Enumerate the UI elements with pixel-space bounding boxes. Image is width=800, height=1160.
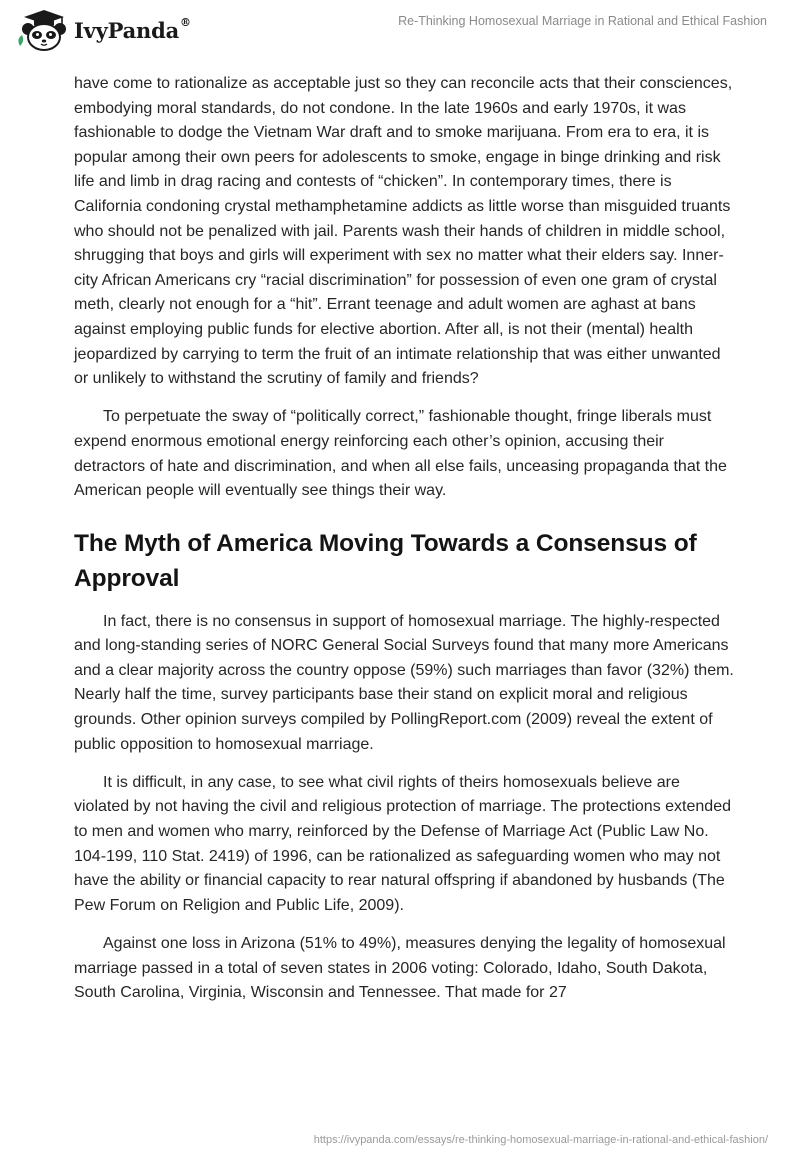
brand-logo[interactable] bbox=[14, 8, 191, 52]
body-paragraph: In fact, there is no consensus in support of homosexual marriage. The highly-respected and long-standing series of NORC General Social Surveys found that many more Americans and a clear majority across the country oppose (59%) such marriages than favor (32%) them. Nearly half the time, survey participants base their stand on explicit moral and religious grounds. Other opinion surveys compiled by PollingReport.com (2009) reveal the extent of public opposition to homosexual marriage. bbox=[74, 612, 734, 753]
brand-name: IvyPanda® bbox=[74, 15, 191, 43]
page-header bbox=[0, 0, 800, 64]
body-paragraph: Against one loss in Arizona (51% to 49%), measures denying the legality of homosexual marriage passed in a total of seven states in 2006 voting: Colorado, Idaho, South Dakota, South Carolina, Virginia, Wisconsin and Tennessee. That made for 27 bbox=[74, 935, 726, 1002]
panda-logo-icon bbox=[14, 8, 70, 52]
body-paragraph: have come to rationalize as acceptable just so they can reconcile acts that their consciences, embodying moral standards, do not condone. In the late 1960s and early 1970s, it was fashionable to dodge the Vietnam War draft and to smoke marijuana. From era to era, it is popular among their own peers for adolescents to smoke, engage in binge drinking and risk life and limb in drag racing and contests of “chicken”. In contemporary times, there is California condoning crystal methamphetamine addicts as little worse than misguided truants who should not be penalized with jail. Parents wash their hands of children in middle school, shrugging that boys and girls will experiment with sex no matter what their elders say. Inner-city African Americans cry “racial discrimination” for possession of even one gram of crystal meth, clearly not enough for a “hit”. Errant teenage and adult women are aghast at bans against employing public funds for elective abortion. After all, is not their (mental) health jeopardized by carrying to term the fruit of an intimate relationship that was either unwanted or unlikely to withstand the scrutiny of family and friends? bbox=[74, 75, 733, 388]
body-paragraph: To perpetuate the sway of “politically correct,” fashionable thought, fringe liberals must expend enormous emotional energy reinforcing each other’s opinion, accusing their detractors of hate and discrimination, and when all else fails, unceasing propaganda that the American people will eventually see things their way. bbox=[74, 408, 727, 500]
document-title: Re-Thinking Homosexual Marriage in Rational and Ethical Fashion bbox=[398, 14, 767, 28]
section-heading: The Myth of America Moving Towards a Consensus of Approval bbox=[74, 529, 697, 592]
source-url-link[interactable]: https://ivypanda.com/essays/re-thinking-homosexual-marriage-in-rational-and-ethical-fashion/ bbox=[313, 1134, 768, 1146]
body-paragraph: It is difficult, in any case, to see what civil rights of theirs homosexuals believe are violated by not having the civil and religious protection of marriage. The protections extended to men and women who marry, reinforced by the Defense of Marriage Act (Public Law No. 104-199, 110 Stat. 2419) of 1996, can be rationalized as safeguarding women who may not have the ability or financial capacity to rear natural offspring if abandoned by husbands (The Pew Forum on Religion and Public Life, 2009). bbox=[74, 773, 731, 914]
essay-body bbox=[74, 72, 734, 1019]
